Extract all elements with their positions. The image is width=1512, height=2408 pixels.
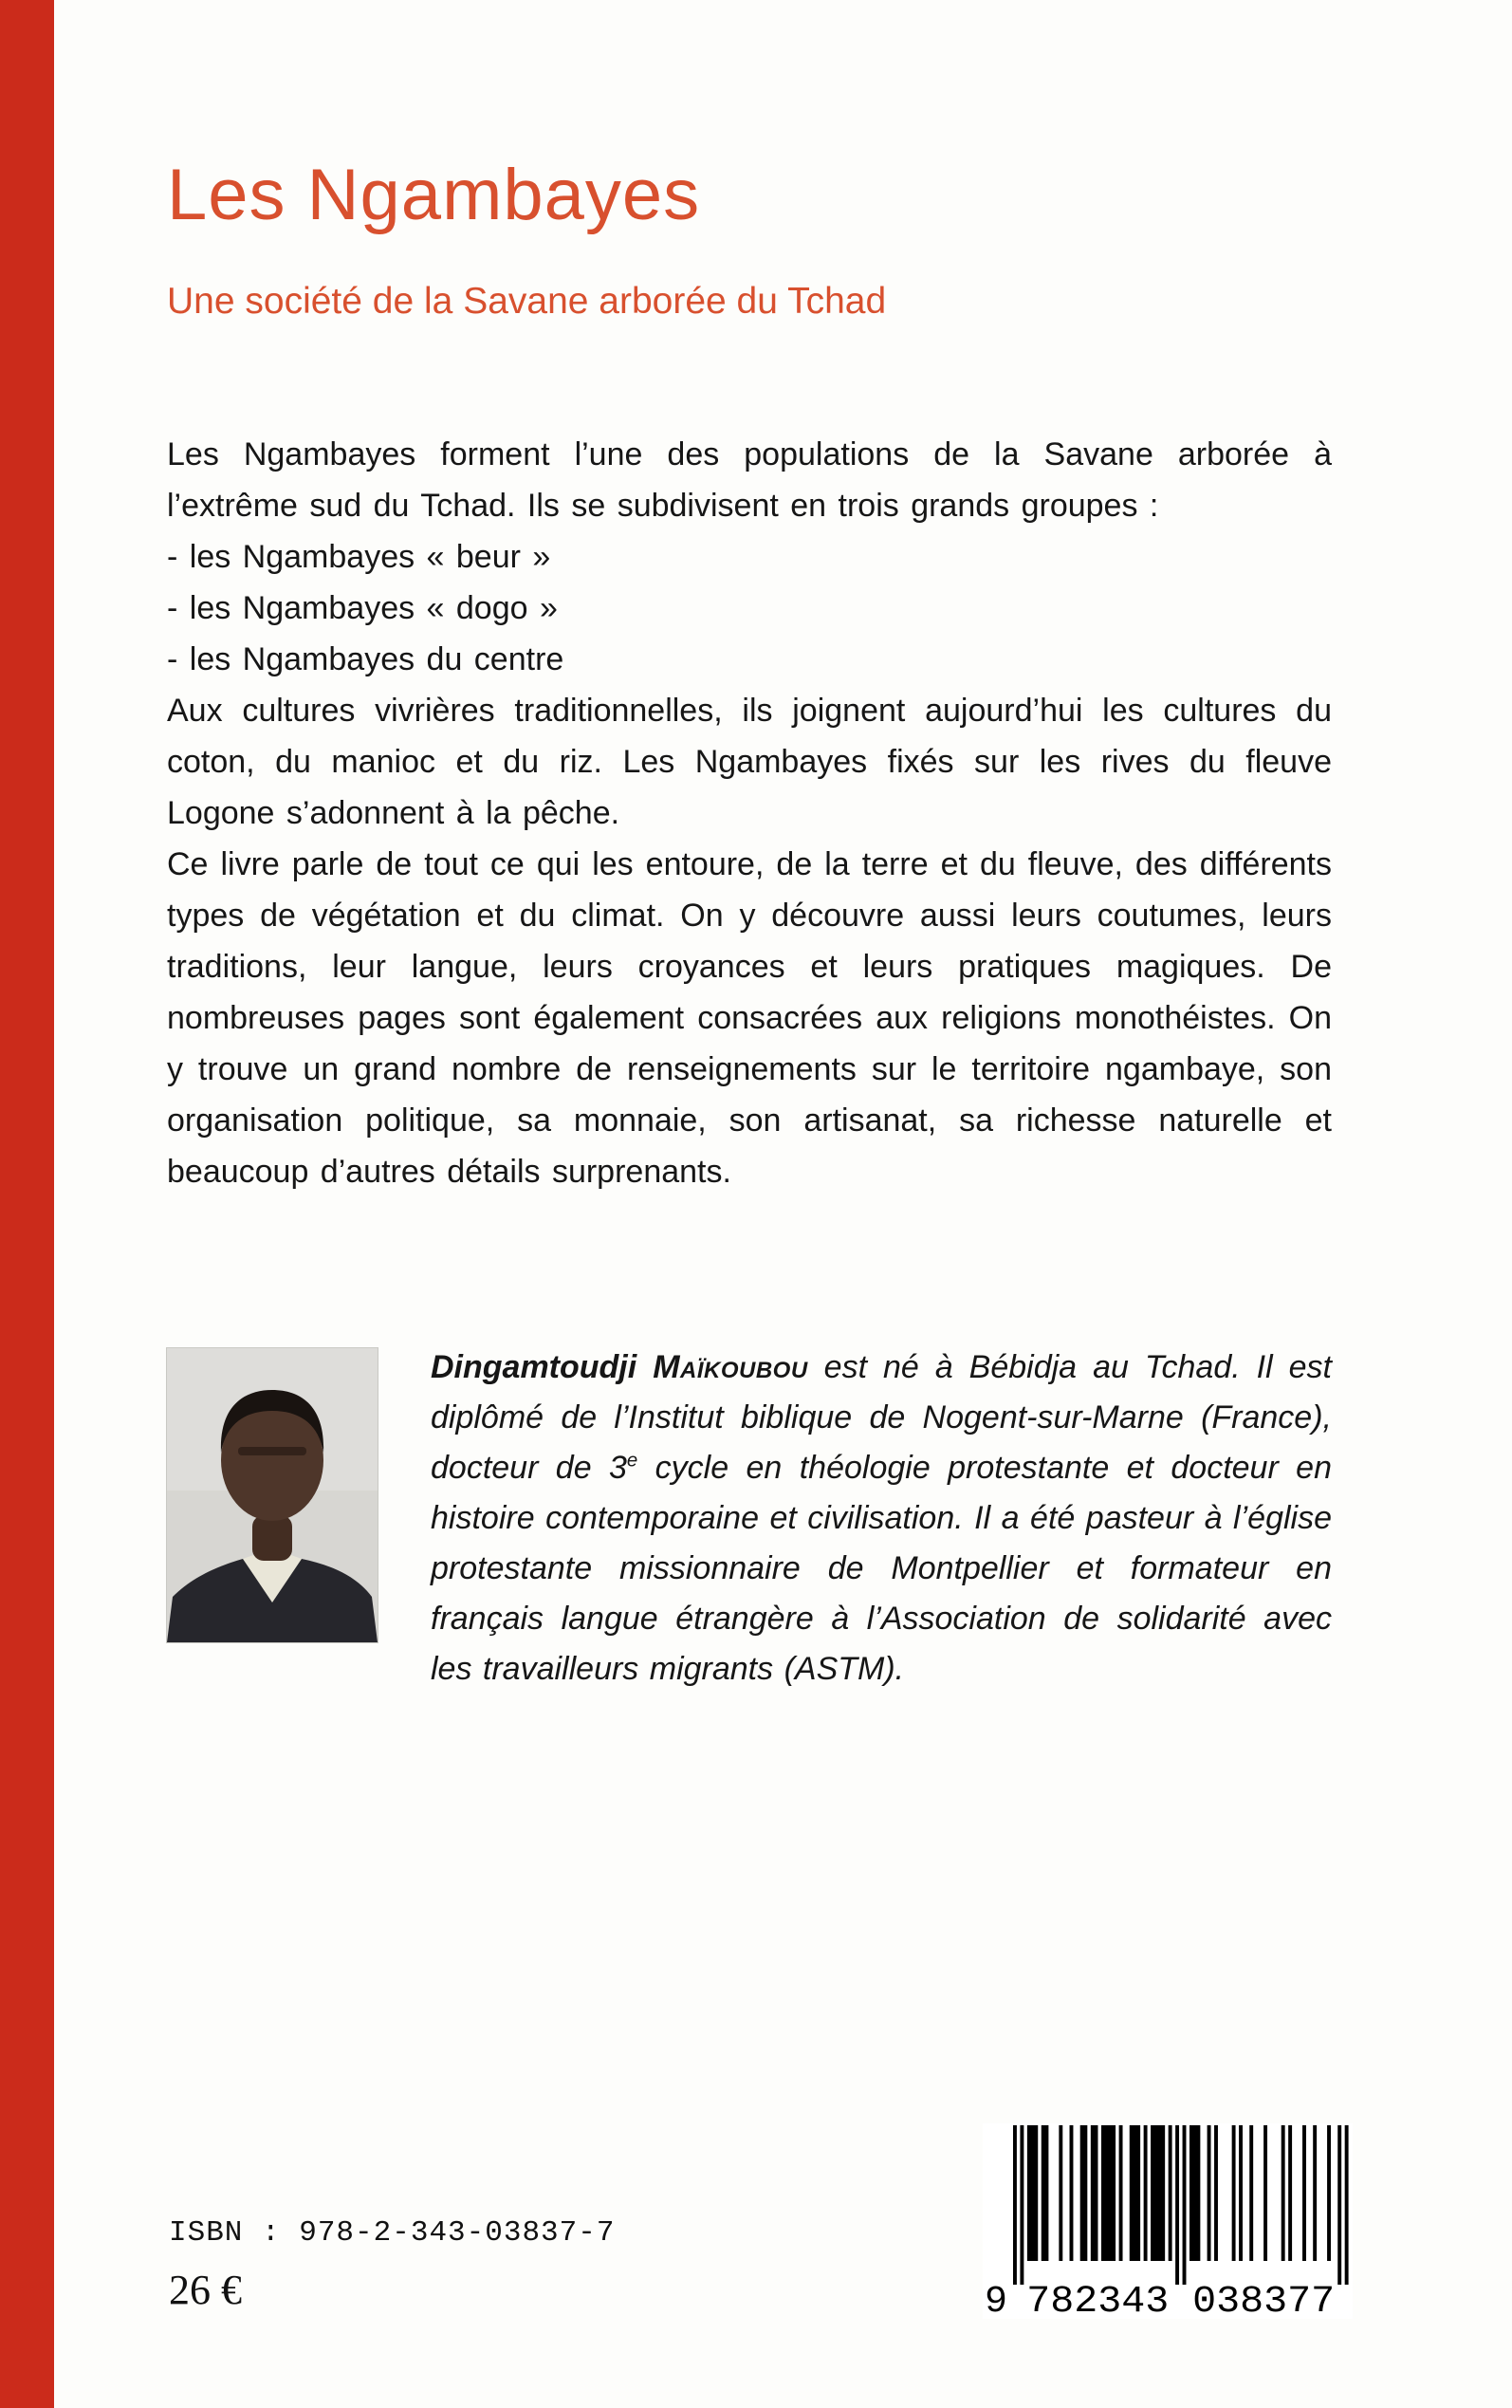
synopsis-paragraph-2: Aux cultures vivrières traditionnelles, ils joignent aujourd’hui les cultures du coton, du manioc et du riz. Les Ngambayes fixés sur les rives du fleuve Logone s’adonnent à la pêche.: [167, 693, 1332, 831]
svg-text:782343: 782343: [1026, 2281, 1170, 2319]
bio-superscript: e: [626, 1450, 638, 1472]
svg-text:9: 9: [985, 2281, 1008, 2319]
bio-text-segment-2: cycle en théologie protestante et docteur en histoire contemporaine et civilisation. Il a été pasteur à l’église protestante missionnaire de Montpellier et formateur en français langue étrangère à l’Association de solidarité avec les travailleurs migrants (ASTM).: [431, 1450, 1332, 1687]
synopsis-list-item-1: - les Ngambayes « beur »: [167, 539, 551, 575]
synopsis-paragraph-1: Les Ngambayes forment l’une des populations de la Savane arborée à l’extrême sud du Tchad. Ils se subdivisent en trois grands groupes :: [167, 436, 1332, 524]
synopsis: [167, 429, 1332, 1197]
spine-accent-bar: [0, 0, 54, 2408]
bio-text-segment-1: est né à Bébidja au Tchad. Il est diplômé de l’Institut biblique de Nogent-sur-Marne (France), docteur de 3: [431, 1349, 1332, 1486]
book-title: Les Ngambayes: [167, 155, 701, 235]
barcode: [983, 2123, 1353, 2319]
price-text: 26 €: [169, 2267, 242, 2313]
book-subtitle: Une société de la Savane arborée du Tchad: [167, 281, 887, 322]
author-bio: [167, 1343, 1332, 1695]
barcode-svg: [983, 2123, 1353, 2319]
author-portrait-image: [167, 1348, 378, 1642]
synopsis-list-item-3: - les Ngambayes du centre: [167, 641, 564, 677]
author-surname: Maïkoubou: [653, 1349, 808, 1385]
svg-text:038377: 038377: [1192, 2281, 1336, 2319]
isbn-text: ISBN : 978-2-343-03837-7: [169, 2216, 616, 2250]
author-photo: [167, 1348, 378, 1642]
synopsis-paragraph-3: Ce livre parle de tout ce qui les entoure, de la terre et du fleuve, des différents types de végétation et du climat. On y découvre aussi leurs coutumes, leurs traditions, leur langue, leurs croyances et leurs pratiques magiques. De nombreuses pages sont également consacrées aux religions monothéistes. On y trouve un grand nombre de renseignements sur le territoire ngambaye, son organisation politique, sa monnaie, son artisanat, sa richesse naturelle et beaucoup d’autres détails surprenants.: [167, 846, 1332, 1190]
author-first-name: Dingamtoudji: [431, 1349, 654, 1385]
synopsis-list-item-2: - les Ngambayes « dogo »: [167, 590, 558, 626]
